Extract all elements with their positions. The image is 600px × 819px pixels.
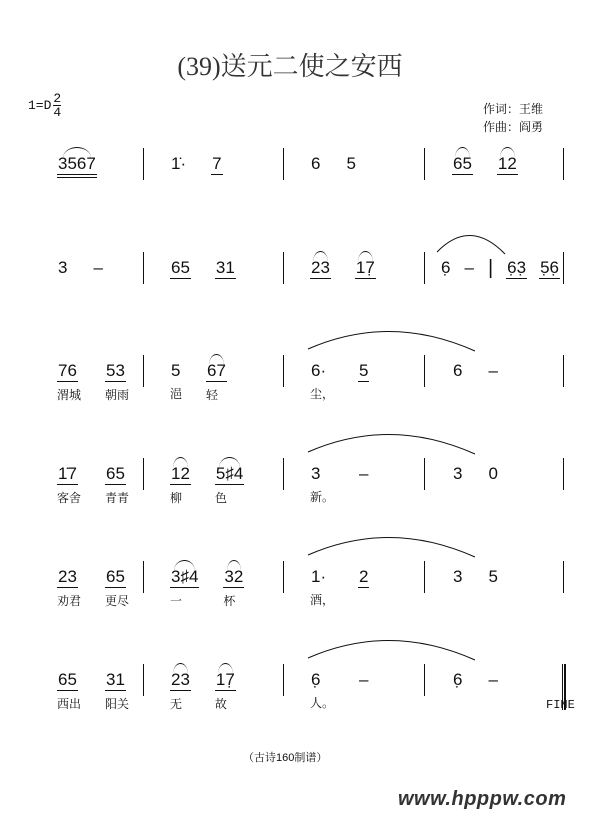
note: 6 (453, 361, 463, 380)
beat (310, 464, 334, 504)
barline (283, 664, 284, 696)
key-signature (28, 92, 61, 119)
barline (283, 148, 284, 180)
lyric: 一 (170, 594, 183, 608)
barline (563, 458, 564, 490)
barline (283, 458, 284, 490)
note: 7 (212, 154, 222, 173)
beat (452, 670, 463, 690)
measure (310, 361, 369, 401)
lyricist: 作词：王维 (483, 102, 544, 116)
beat (452, 361, 463, 381)
lyric: 朝雨 (105, 388, 130, 402)
note: 6̣ (441, 258, 451, 277)
note: 23 (171, 670, 190, 689)
beat (215, 464, 244, 505)
note: 5 (488, 567, 498, 586)
time-signature (53, 92, 61, 119)
measure (57, 567, 129, 608)
time-top: 2 (53, 91, 62, 106)
barline (424, 252, 425, 284)
lyric: 客舍 (57, 491, 82, 505)
beat (57, 361, 81, 402)
measure (452, 154, 518, 175)
lyric: 尘， (310, 387, 335, 401)
beat (57, 567, 81, 608)
measure (310, 464, 369, 504)
phrase-slur (308, 537, 475, 557)
key-label: 1=D (28, 98, 52, 113)
note: 65 (58, 670, 77, 689)
beat (170, 567, 199, 608)
barline (143, 561, 144, 593)
note: – (359, 670, 369, 689)
lyric: 更尽 (105, 594, 130, 608)
beat (452, 154, 473, 175)
beat (452, 464, 463, 484)
beat (105, 567, 129, 608)
beat (215, 670, 236, 711)
beat (92, 258, 103, 278)
note: 12 (171, 464, 190, 483)
measure (170, 670, 236, 711)
note: 5♯4 (215, 464, 244, 483)
barline (563, 252, 564, 284)
beat (355, 258, 376, 279)
beat (310, 154, 321, 174)
fine-marker: FINE (546, 698, 575, 712)
beat (170, 670, 191, 711)
measure (170, 361, 227, 402)
note: 5 (359, 361, 369, 380)
barline (283, 561, 284, 593)
note: 23 (58, 567, 77, 586)
beat (57, 464, 81, 505)
note: 5̣6̣ (540, 258, 559, 277)
measure (452, 361, 499, 381)
note: 3 (311, 464, 321, 483)
barline (563, 561, 564, 593)
barline (143, 355, 144, 387)
note: 1̇· (171, 154, 187, 173)
beat (211, 154, 222, 175)
page-title: (39)送元二使之安西 (177, 52, 403, 81)
lyric: 新。 (310, 490, 335, 504)
beat (170, 361, 182, 402)
note: 23 (311, 258, 330, 277)
beat (487, 361, 498, 381)
beat (105, 464, 129, 505)
note: 6 (311, 154, 321, 173)
beat (170, 258, 191, 279)
beat (487, 670, 498, 690)
phrase-slur (308, 331, 475, 351)
measure (310, 258, 376, 279)
barline (143, 148, 144, 180)
note: 53 (106, 361, 125, 380)
beat (223, 567, 244, 608)
note: 6̣3̣ (507, 258, 527, 277)
score-row (0, 154, 600, 226)
measure (452, 567, 499, 587)
barline (143, 458, 144, 490)
beat (358, 567, 369, 607)
measure (57, 258, 104, 278)
measure (170, 154, 223, 175)
barline (424, 664, 425, 696)
lyric: 无 (170, 697, 183, 711)
barline (424, 355, 425, 387)
measure (57, 154, 97, 178)
note: 32 (224, 567, 244, 586)
lyric: 色 (214, 491, 227, 505)
beat (487, 567, 498, 587)
measure (57, 464, 129, 505)
beat (358, 670, 369, 710)
barline (424, 458, 425, 490)
score-row (0, 567, 600, 639)
note: 31 (215, 258, 235, 277)
lyric: 劝君 (57, 594, 82, 608)
barline (563, 148, 564, 180)
barline (143, 252, 144, 284)
lyric: 青青 (105, 491, 130, 505)
measure (440, 258, 560, 279)
beat (310, 670, 334, 710)
note: 6· (311, 361, 327, 380)
measure (170, 464, 244, 505)
inner-barline: | (487, 257, 494, 279)
measure (310, 154, 357, 174)
watermark: www.hpppw.com (398, 788, 567, 810)
time-bottom: 4 (53, 105, 62, 120)
phrase-slur (437, 235, 505, 254)
beat (105, 361, 129, 402)
beat (506, 258, 527, 279)
score-row (0, 670, 600, 742)
barline (424, 148, 425, 180)
beat (57, 258, 68, 278)
measure (57, 361, 129, 402)
lyric: 阳关 (105, 697, 130, 711)
beat (358, 464, 369, 504)
beat (215, 258, 236, 279)
note: 65 (106, 464, 125, 483)
lyric: 渭城 (57, 388, 82, 402)
beat (487, 464, 498, 484)
barline (563, 355, 564, 387)
note: 3 (58, 258, 68, 277)
beat (206, 361, 227, 402)
note: 3 (453, 567, 463, 586)
note: 31 (106, 670, 125, 689)
measure (452, 464, 499, 484)
note: 6̣ (311, 670, 321, 689)
beat (452, 567, 463, 587)
note: – (359, 464, 369, 483)
note: 3 (453, 464, 463, 483)
score-row (0, 464, 600, 536)
measure (170, 567, 244, 608)
beat (310, 258, 331, 279)
note: 67 (207, 361, 226, 380)
note: 1· (311, 567, 327, 586)
phrase-slur (308, 640, 475, 660)
beat (310, 567, 334, 607)
note: 3♯4 (171, 567, 199, 586)
note: 3567 (57, 154, 97, 178)
lyric: 浥 (170, 387, 183, 401)
barline (143, 664, 144, 696)
lyric: 柳 (170, 491, 183, 505)
barline (283, 355, 284, 387)
note: 65 (106, 567, 125, 586)
lyric: 故 (214, 697, 227, 711)
beat (487, 258, 494, 279)
note: 17̣ (215, 670, 235, 689)
measure (310, 670, 369, 710)
beat (358, 361, 369, 401)
beat (57, 154, 97, 178)
measure (57, 670, 129, 711)
measure (452, 670, 499, 690)
note: 2 (359, 567, 369, 586)
beat (170, 464, 191, 505)
barline (283, 252, 284, 284)
beat (57, 670, 81, 711)
note: 65 (171, 258, 190, 277)
beat (463, 258, 474, 279)
note: 5 (171, 361, 181, 380)
beat (345, 154, 356, 174)
note: 12 (497, 154, 517, 173)
beat (170, 154, 187, 175)
note: – (93, 258, 103, 277)
lyric: 轻 (206, 388, 219, 402)
note: 17̣ (355, 258, 375, 277)
note: – (464, 258, 474, 277)
barline (424, 561, 425, 593)
note: – (488, 670, 498, 689)
footer-credit: （古诗160制谱） (243, 752, 328, 764)
beat (539, 258, 560, 279)
note: 0 (488, 464, 498, 483)
note: – (488, 361, 498, 380)
beat (497, 154, 518, 175)
note: 65 (453, 154, 472, 173)
beat (440, 258, 451, 279)
credits (483, 100, 543, 136)
lyric: 人。 (310, 696, 335, 710)
beat (105, 670, 129, 711)
measure (170, 258, 236, 279)
phrase-slur (308, 434, 475, 454)
note: 5 (346, 154, 356, 173)
score-row (0, 257, 600, 330)
note: 76 (58, 361, 77, 380)
note: 1̇7 (58, 464, 77, 483)
lyric: 杯 (223, 594, 236, 608)
beat (310, 361, 334, 401)
note: 6̣ (453, 670, 463, 689)
measure (310, 567, 369, 607)
composer: 作曲：阎勇 (483, 120, 544, 134)
score-row (0, 361, 600, 433)
lyric: 酒， (310, 593, 335, 607)
lyric: 西出 (57, 697, 82, 711)
